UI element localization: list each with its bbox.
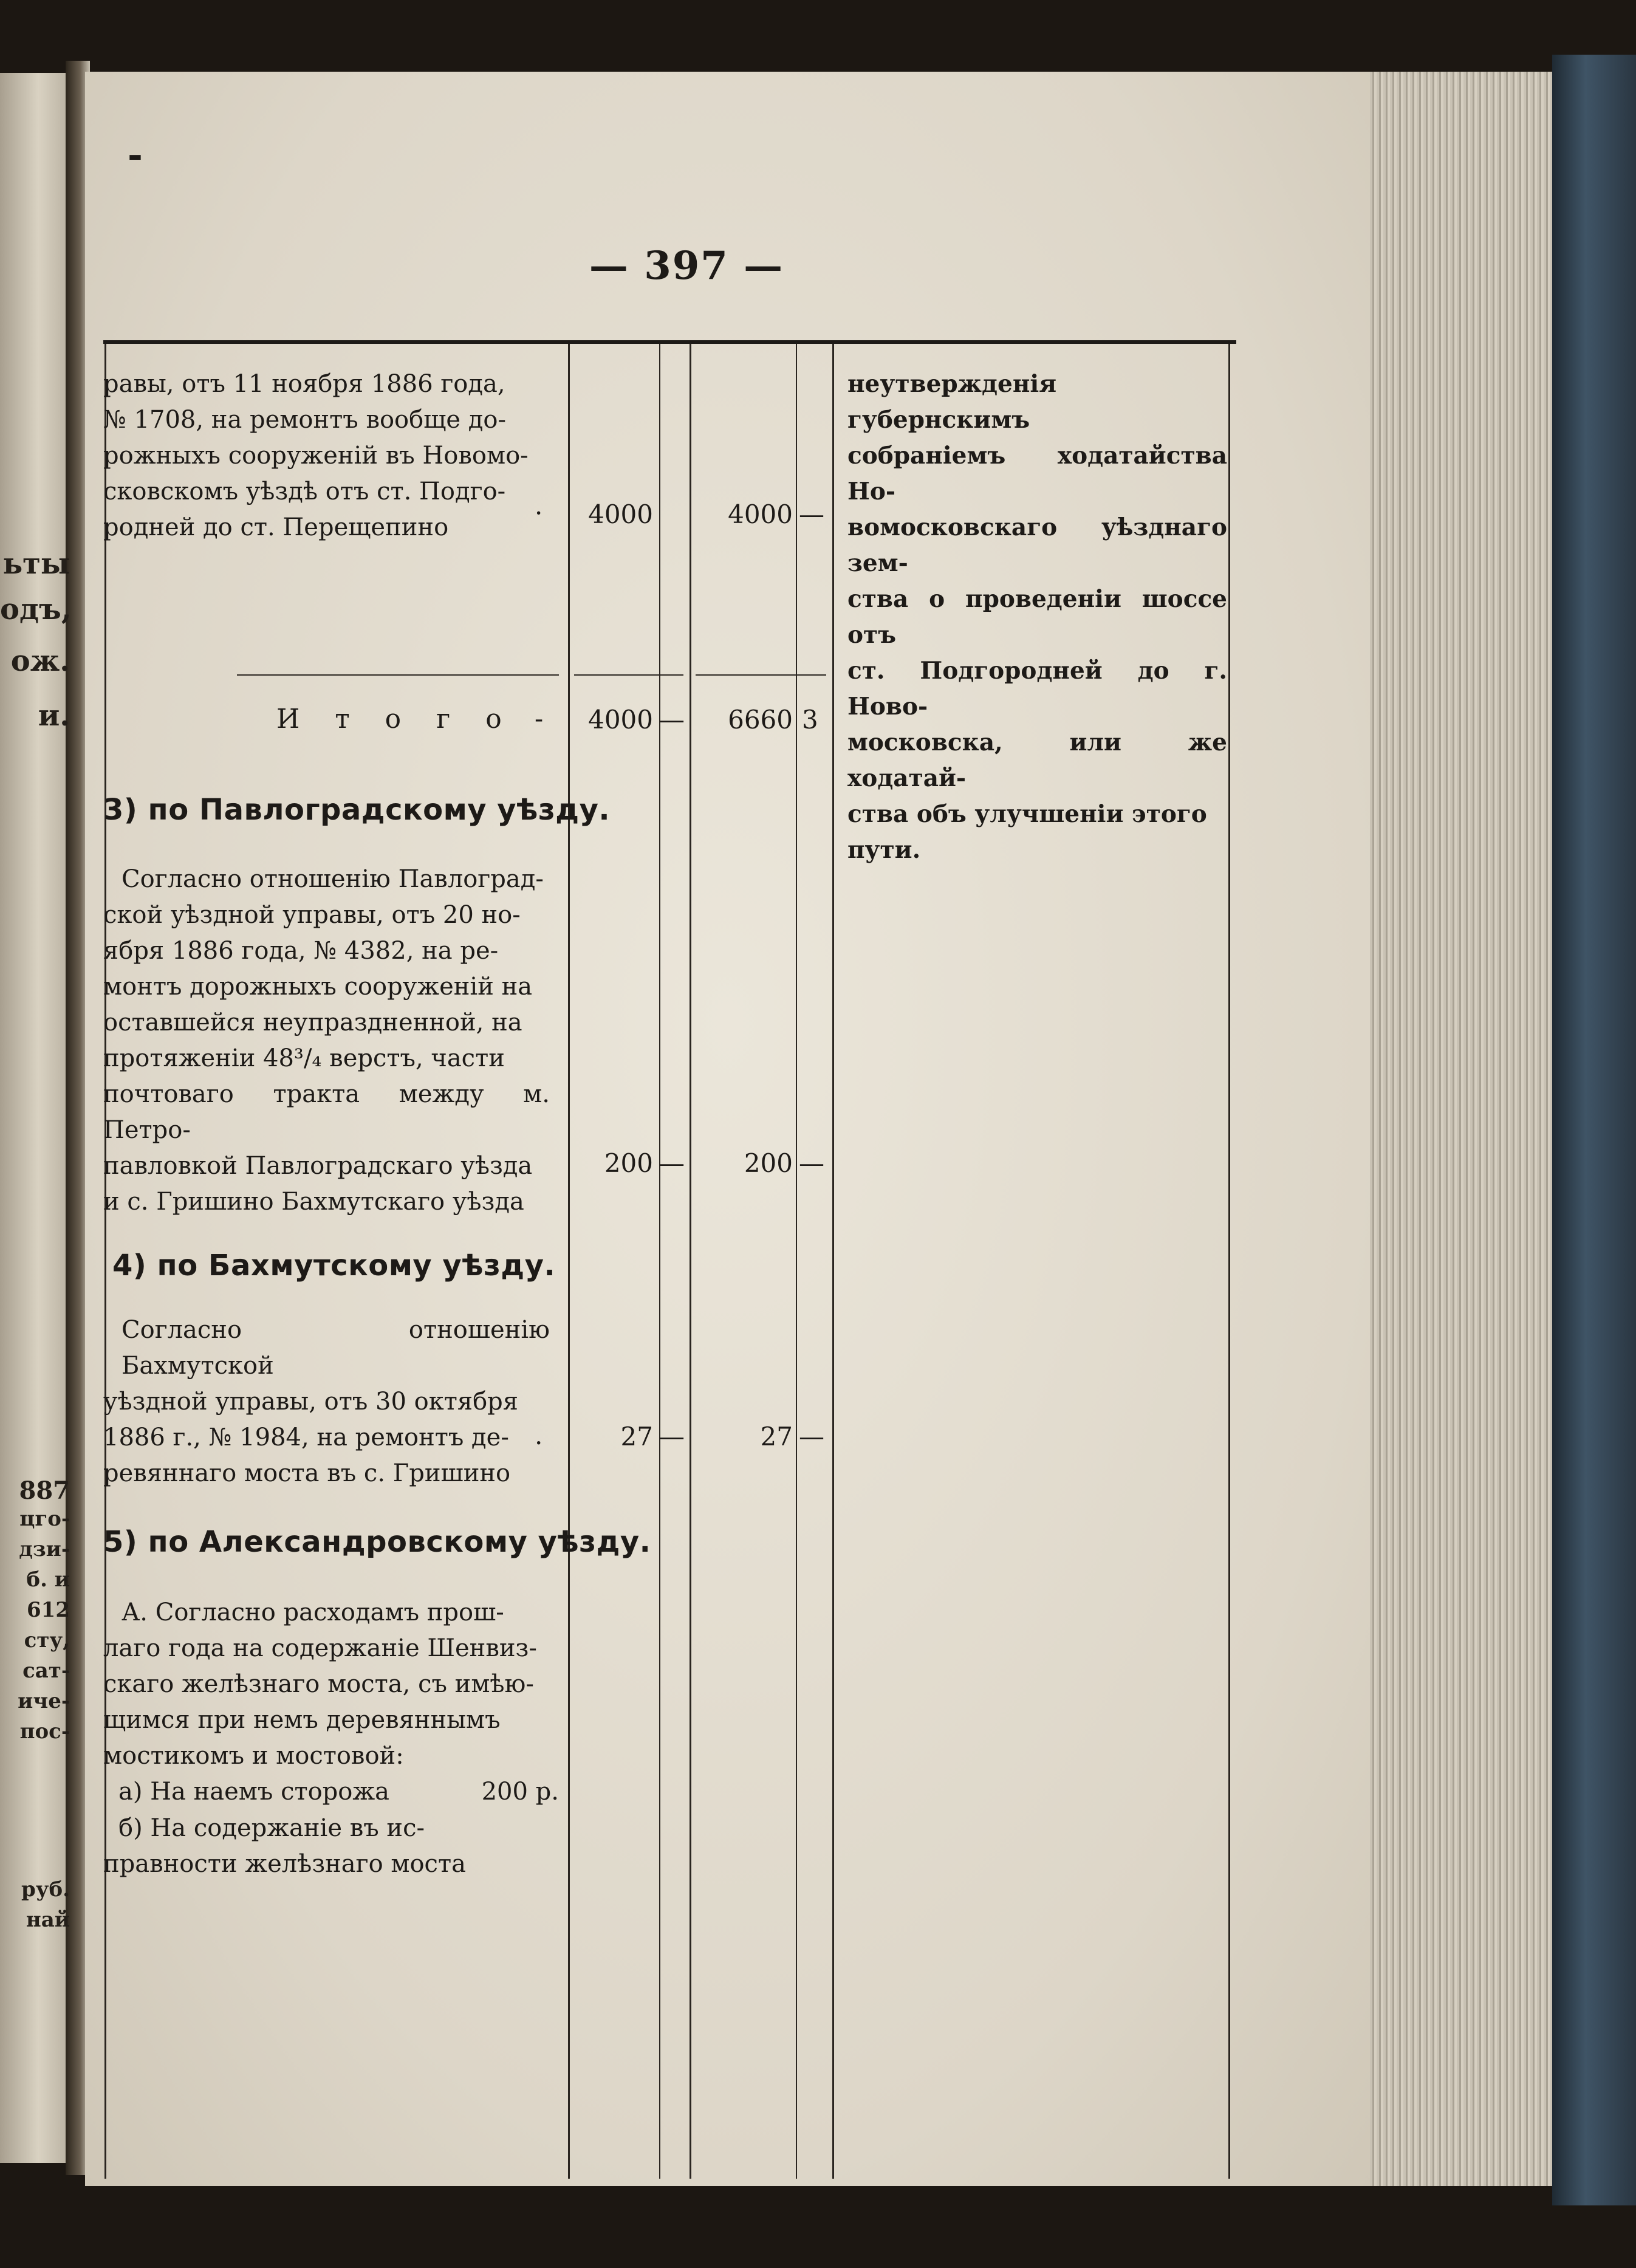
book-cover [1552, 55, 1636, 2205]
item-b-text [103, 1811, 544, 1882]
leader-dot: . [535, 1420, 543, 1450]
text-line: сковскомъ уѣздѣ отъ ст. Подго- [103, 478, 506, 505]
left-page-fragment: дзи- [19, 1537, 70, 1561]
text-line: неутвержденія губернскимъ [847, 370, 1057, 434]
leader-dot: · [535, 498, 543, 528]
text-line: скаго желѣзнаго моста, съ имѣю- [103, 1670, 534, 1698]
column-rule [796, 344, 797, 2179]
sum-rule [574, 674, 683, 676]
kop-col1: — [659, 1422, 685, 1451]
kop-col1: — [659, 1148, 685, 1178]
left-page-fragment: сту, [24, 1628, 70, 1653]
amount-col2: 200 [744, 1148, 793, 1178]
text-line: родней до ст. Перещепино [103, 513, 449, 541]
text-line: оставшейся неупраздненной, на [103, 1009, 522, 1036]
left-page-fragment: 612 [27, 1598, 70, 1622]
table-top-rule [103, 340, 1236, 344]
text-line: равы, отъ 11 ноября 1886 года, [103, 370, 505, 398]
printers-mark: - [128, 134, 143, 176]
total-col2-kop: 3 [802, 705, 818, 735]
text-line: б) На содержаніе въ ис- [118, 1814, 425, 1842]
text-line: Согласно отношенію Бахмутской [122, 1316, 550, 1380]
section-text [103, 862, 550, 1220]
left-page-fragment: и. [38, 699, 70, 733]
kop-col2: — [799, 1148, 824, 1178]
item-a-text: а) На наемъ сторожа [118, 1778, 390, 1806]
left-page-fragment: най [26, 1908, 70, 1932]
column-rule [104, 344, 106, 2179]
text-line: Согласно отношенію Павлоград- [122, 865, 544, 893]
kop-col2: — [799, 1422, 824, 1451]
amount-col1: 200 [604, 1148, 653, 1178]
amount-col2: 4000 [728, 499, 793, 529]
text-line: ской уѣздной управы, отъ 20 но- [103, 901, 521, 929]
left-page-fragment: цго- [19, 1507, 70, 1531]
text-line: рожныхъ сооруженій въ Новомо- [103, 442, 529, 470]
kop-col2: — [799, 499, 824, 529]
page-edges [1370, 72, 1552, 2186]
text-line: протяженіи 48³/₄ верстъ, части [103, 1044, 505, 1072]
column-rule [1228, 344, 1230, 2179]
total-label: И т о г о [276, 704, 515, 735]
text-line: ства объ улучшеніи этого [847, 800, 1207, 828]
item-a-amount: 200 р. [481, 1778, 559, 1806]
text-line: 1886 г., № 1984, на ремонтъ де- [103, 1423, 509, 1451]
left-page-fragment: пос- [19, 1719, 70, 1744]
sum-rule [237, 674, 559, 676]
column-rule [690, 344, 691, 2179]
left-page [0, 73, 70, 2163]
text-line: мостикомъ и мостовой: [103, 1742, 404, 1770]
left-page-fragment: б. и [26, 1567, 70, 1592]
total-col2: 6660 [728, 705, 793, 735]
amount-col2: 27 [760, 1422, 793, 1451]
text-line: пути. [847, 836, 921, 864]
total-col1-kop: — [659, 705, 685, 735]
entry-text [103, 366, 550, 546]
text-line: и с. Гришино Бахмутскаго уѣзда [103, 1188, 524, 1216]
text-line: лаго года на содержаніе Шенвиз- [103, 1634, 537, 1662]
text-line: ября 1886 года, № 4382, на ре- [103, 937, 499, 965]
text-line: московска, или же ходатай- [847, 728, 1227, 792]
left-page-fragment: одъ, [0, 592, 72, 626]
text-line: собраніемъ ходатайства Но- [847, 442, 1227, 505]
text-line: ст. Подгородней до г. Ново- [847, 657, 1227, 721]
text-line: А. Согласно расходамъ прош- [122, 1598, 504, 1626]
section-heading: 3) по Павлоградскому уѣзду. [103, 793, 611, 827]
text-line: уѣздной управы, отъ 30 октября [103, 1388, 519, 1416]
text-line: щимся при немъ деревяннымъ [103, 1706, 501, 1734]
text-line: ревяннаго моста въ с. Гришино [103, 1459, 511, 1487]
amount-col1: 27 [620, 1422, 653, 1451]
text-line: ства о проведеніи шоссе отъ [847, 585, 1227, 649]
column-rule [659, 344, 660, 2179]
left-page-fragment: ож. [10, 644, 70, 678]
amount-col1: 4000 [588, 499, 653, 529]
page-number: — 397 — [589, 243, 784, 289]
section-heading: 5) по Александровскому уѣзду. [103, 1525, 651, 1559]
section-text [103, 1312, 550, 1492]
column-rule [568, 344, 570, 2179]
sum-rule [696, 674, 826, 676]
text-line: монтъ дорожныхъ сооруженій на [103, 973, 533, 1001]
left-page-fragment: 887 [19, 1476, 70, 1505]
left-page-fragment: иче- [18, 1689, 70, 1713]
section-heading: 4) по Бахмутскому уѣзду. [112, 1249, 556, 1283]
left-page-fragment: ьты [2, 547, 70, 581]
total-col1: 4000 [588, 705, 653, 735]
text-line: правности желѣзнаго моста [103, 1850, 466, 1878]
section-text [103, 1595, 550, 1774]
text-line: павловкой Павлоградскаго уѣзда [103, 1152, 533, 1180]
text-line: вомосковскаго уѣзднаго зем- [847, 513, 1227, 577]
left-page-fragment: руб. [21, 1877, 70, 1902]
text-line: № 1708, на ремонтъ вообще до- [103, 406, 507, 434]
left-page-fragment: сат- [22, 1659, 70, 1683]
remarks-text [847, 366, 1227, 868]
leader-dot: - [535, 704, 544, 733]
column-rule [832, 344, 834, 2179]
text-line: почтоваго тракта между м. Петро- [103, 1080, 550, 1144]
